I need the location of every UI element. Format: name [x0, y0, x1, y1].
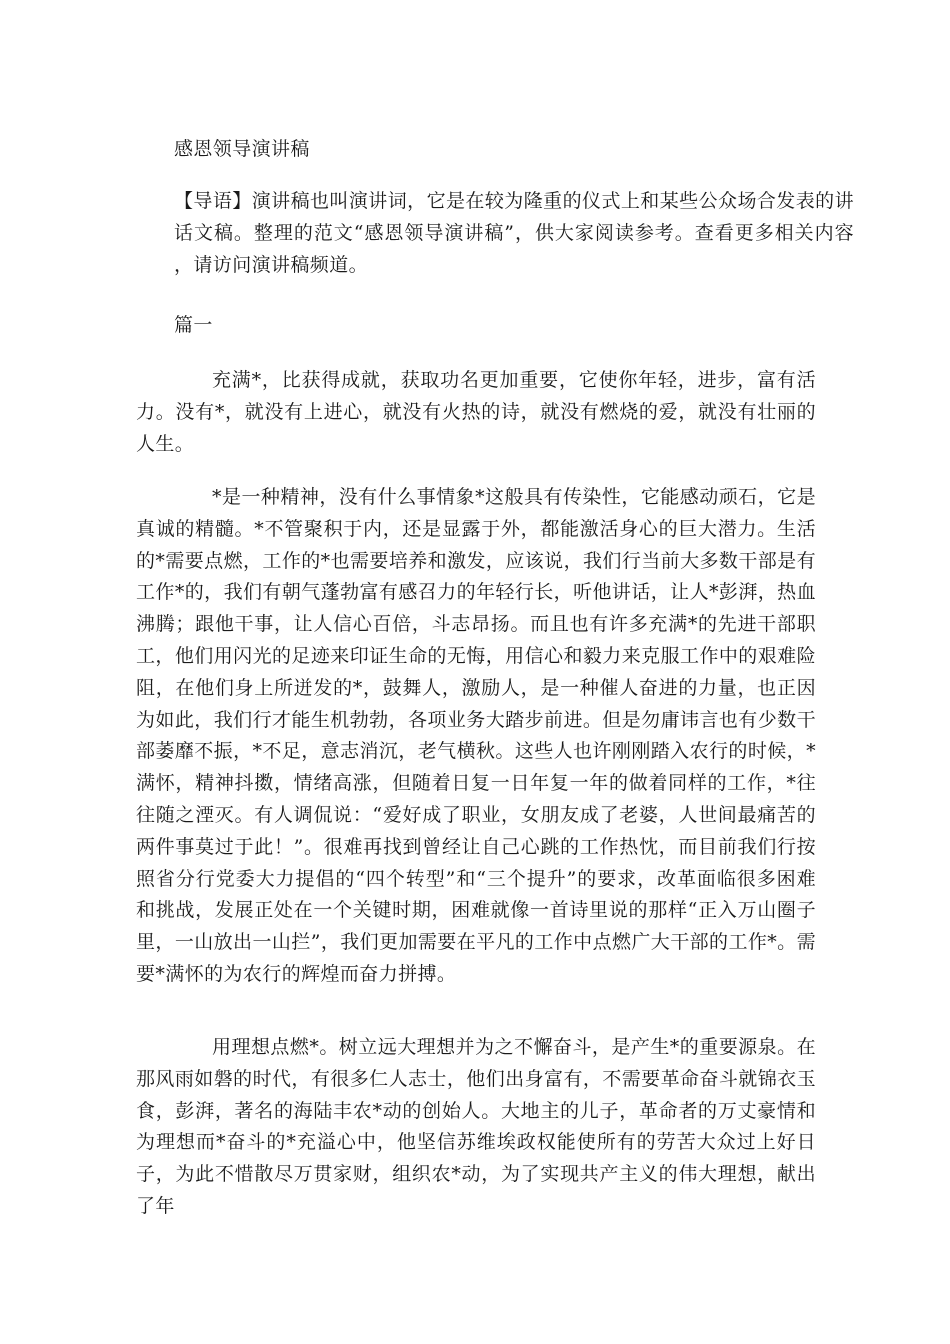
body-paragraph-1: 充满*，比获得成就，获取功名更加重要，它使你年轻，进步，富有活力。没有*，就没有上进心，就没有火热的诗，就没有燃烧的爱，就没有壮丽的人生。 — [136, 369, 816, 455]
document-title: 感恩领导演讲稿 — [174, 138, 310, 160]
section-heading: 篇一 — [174, 314, 213, 336]
body-paragraph-3: 用理想点燃*。树立远大理想并为之不懈奋斗，是产生*的重要源泉。在那风雨如磐的时代，有很多仁人志士，他们出身富有，不需要革命奋斗就锦衣玉食，彭湃，著名的海陆丰农*动的创始人。大地主的儿子，革命者的万丈豪情和为理想而*奋斗的*充溢心中，他坚信苏维埃政权能使所有的劳苦大众过上好日子，为此不惜散尽万贯家财，组织农*动，为了实现共产主义的伟大理想，献出了年 — [136, 1036, 816, 1217]
intro-paragraph: 【导语】演讲稿也叫演讲词，它是在较为隆重的仪式上和某些公众场合发表的讲话文稿。整理的范文“感恩领导演讲稿”，供大家阅读参考。查看更多相关内容 ，请访问演讲稿频道。 — [174, 190, 854, 276]
body-paragraph-2: *是一种精神，没有什么事情象*这般具有传染性，它能感动顽石，它是真诚的精髓。*不管聚积于内，还是显露于外，都能激活身心的巨大潜力。生活的*需要点燃，工作的*也需要培养和激发，应该说，我们行当前大多数干部是有工作*的，我们有朝气蓬勃富有感召力的年轻行长，听他讲话，让人*彭湃，热血沸腾；跟他干事，让人信心百倍，斗志昂扬。而且也有许多充满*的先进干部职工，他们用闪光的足迹来印证生命的无悔，用信心和毅力来克服工作中的艰难险阻，在他们身上所迸发的*，鼓舞人，激励人，是一种催人奋进的力量，也正因为如此，我们行才能生机勃勃，各项业务大踏步前进。但是勿庸讳言也有少数干部萎靡不振，*不足，意志消沉，老气横秋。这些人也许刚刚踏入农行的时候，*满怀，精神抖擞，情绪高涨，但随着日复一日年复一年的做着同样的工作，*往往随之湮灭。有人调侃说：“爱好成了职业，女朋友成了老婆，人世间最痛苦的两件事莫过于此！”。很难再找到曾经让自己心跳的工作热忱，而目前我们行按照省分行党委大力提倡的“四个转型”和“三个提升”的要求，改革面临很多困难和挑战，发展正处在一个关键时期，困难就像一首诗里说的那样“正入万山圈子里，一山放出一山拦”，我们更加需要在平凡的工作中点燃广大干部的工作*。需要*满怀的为农行的辉煌而奋力拼搏。 — [136, 486, 816, 985]
